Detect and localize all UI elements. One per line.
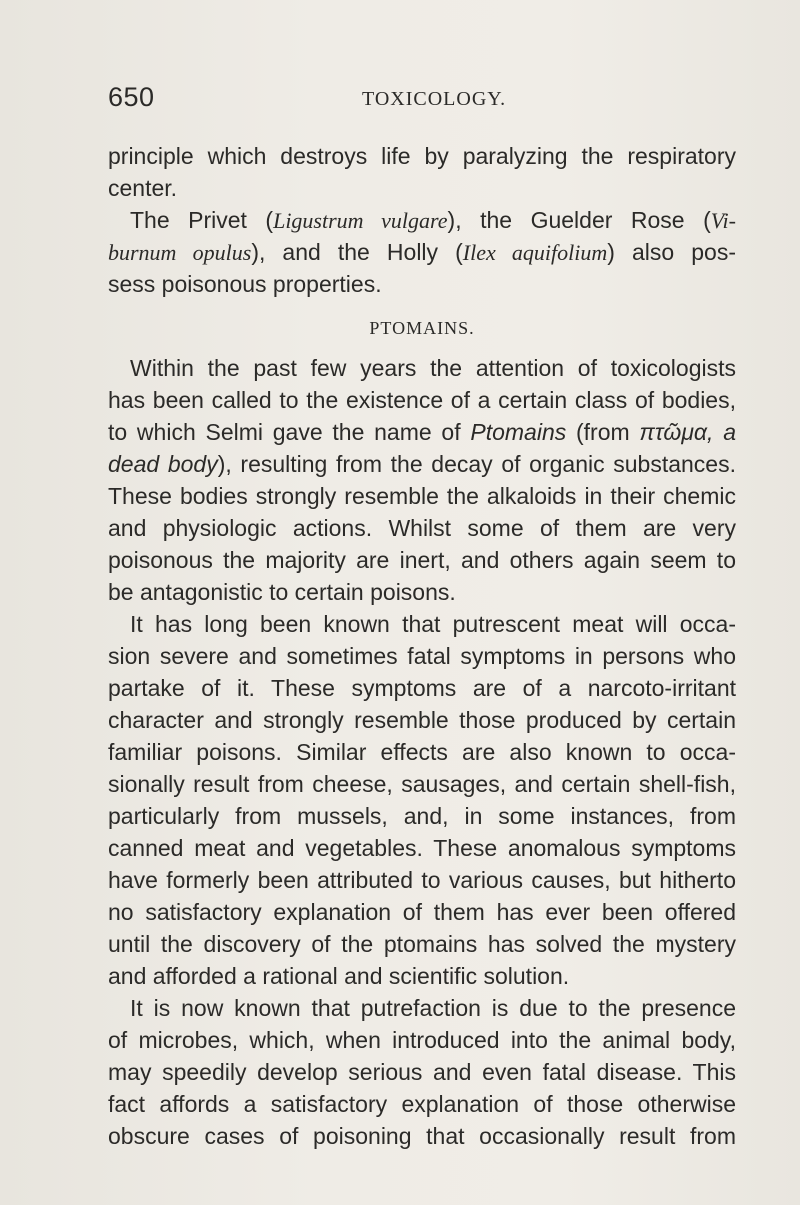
body-line: character and strongly resemble those produced by certain (108, 707, 736, 733)
body-line: and physiologic actions. Whilst some of them are very (108, 515, 736, 541)
body-line: particularly from mussels, and, in some instances, from (108, 803, 736, 829)
body-line: to which Selmi gave the name of Ptomains (from πτῶμα, a (108, 419, 736, 445)
body-line: no satisfactory explanation of them has ever been offered (108, 899, 736, 925)
greek-term: πτῶμα, a (639, 419, 736, 445)
body-line: dead body), resulting from the decay of organic substances. (108, 451, 736, 477)
body-line: partake of it. These symptoms are of a narcoto-irritant (108, 675, 736, 701)
body-line: of microbes, which, when introduced into the animal body, (108, 1027, 736, 1053)
body-line: sess poisonous properties. (108, 271, 382, 297)
body-line: It has long been known that putrescent meat will occa- (130, 611, 736, 637)
latin-name: Ligustrum vulgare (273, 208, 448, 233)
body-line: burnum opulus), and the Holly (Ilex aquifolium) also pos- (108, 239, 736, 265)
body-line: until the discovery of the ptomains has solved the mystery (108, 931, 736, 957)
body-line: These bodies strongly resemble the alkaloids in their chemic (108, 483, 736, 509)
body-line: Within the past few years the attention of toxicologists (130, 355, 736, 381)
running-title: TOXICOLOGY. (362, 88, 507, 110)
body-line: principle which destroys life by paralyzing the respiratory (108, 143, 736, 169)
body-line: fact affords a satisfactory explanation of those otherwise (108, 1091, 736, 1117)
latin-name: Ilex aquifolium (462, 240, 608, 265)
body-line: center. (108, 175, 178, 201)
term: Ptomains (470, 419, 567, 445)
body-line: be antagonistic to certain poisons. (108, 579, 456, 605)
body-line: The Privet (Ligustrum vulgare), the Guelder Rose (Vi- (130, 207, 736, 233)
body-line: sionally result from cheese, sausages, and certain shell-fish, (108, 771, 736, 797)
latin-name: Vi- (710, 208, 736, 233)
body-line: poisonous the majority are inert, and others again seem to (108, 547, 736, 573)
section-heading: PTOMAINS. (369, 318, 475, 338)
body-line: obscure cases of poisoning that occasionally result from (108, 1123, 736, 1149)
body-line: canned meat and vegetables. These anomalous symptoms (108, 835, 736, 861)
body-line: has been called to the existence of a certain class of bodies, (108, 387, 736, 413)
body-line: may speedily develop serious and even fatal disease. This (108, 1059, 736, 1085)
body-line: familiar poisons. Similar effects are also known to occa- (108, 739, 736, 765)
latin-name: burnum opulus (108, 240, 252, 265)
translation: dead body (108, 451, 218, 477)
body-line: have formerly been attributed to various causes, but hitherto (108, 867, 736, 893)
body-line: and afforded a rational and scientific solution. (108, 963, 570, 989)
body-line: sion severe and sometimes fatal symptoms in persons who (108, 643, 736, 669)
page-header (108, 82, 758, 122)
page-number: 650 (108, 82, 155, 112)
body-line: It is now known that putrefaction is due to the presence (130, 995, 736, 1021)
